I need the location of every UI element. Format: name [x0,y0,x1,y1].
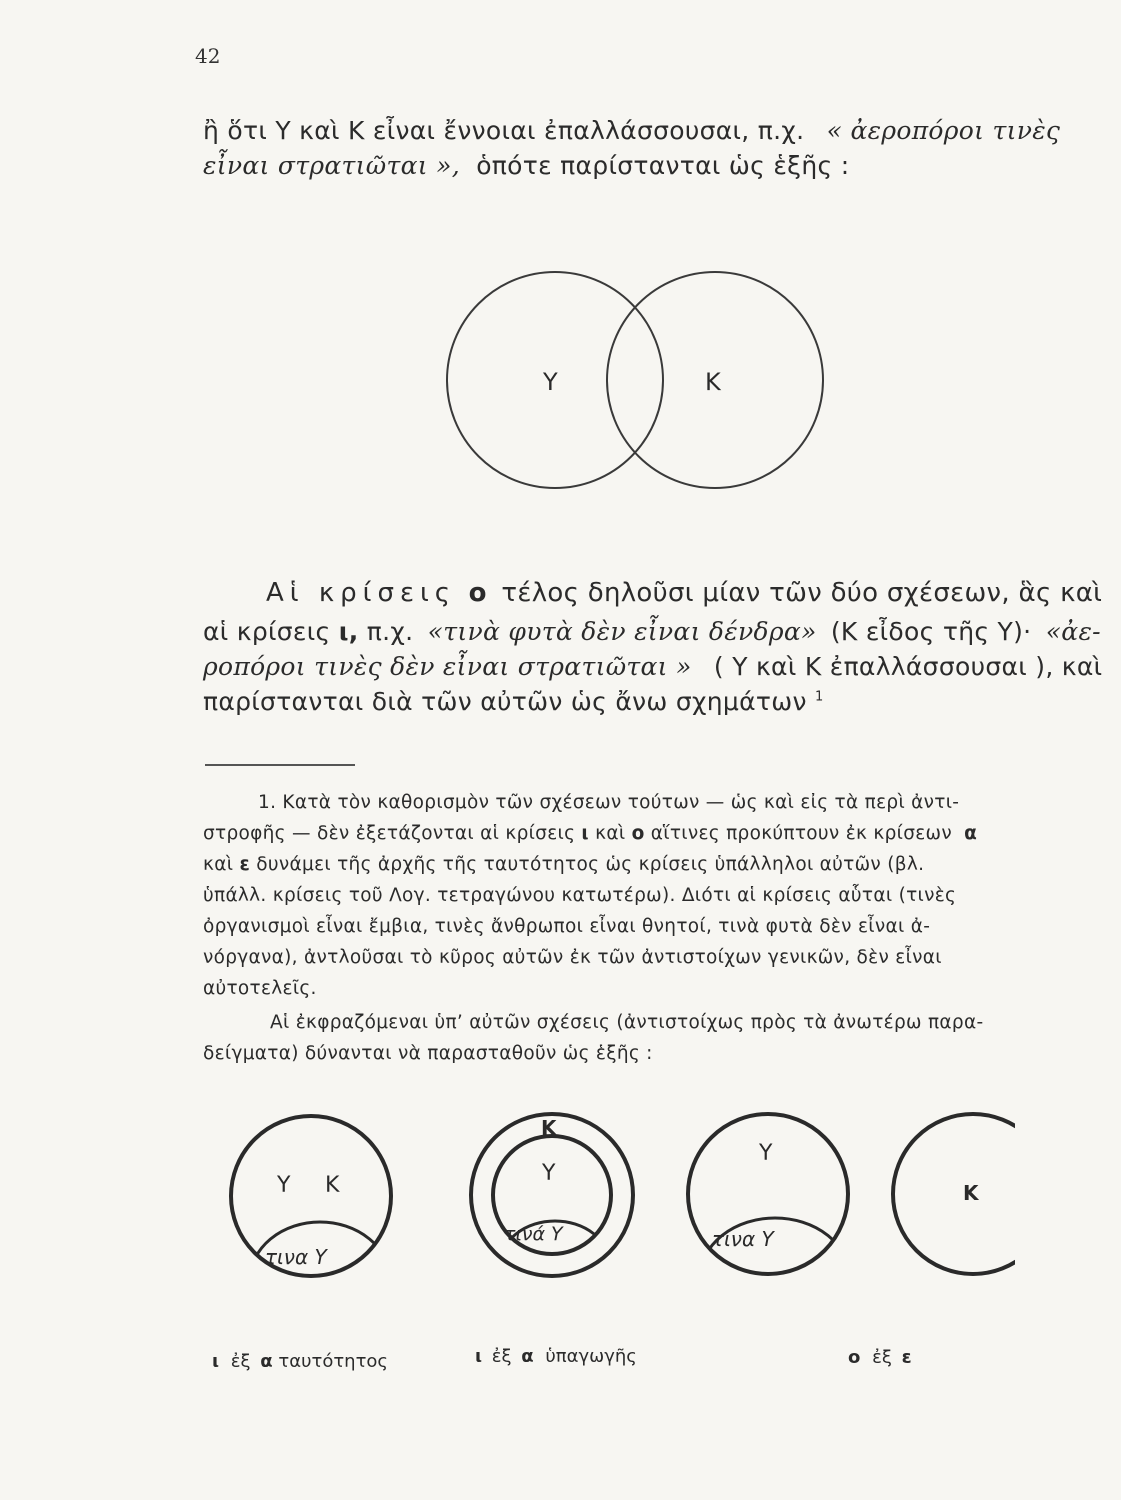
segment-label: τινα Υ [265,1245,327,1269]
letter-a: α [521,1346,534,1367]
text-run: ἐξ [230,1351,251,1372]
paragraph-1-line-2 [203,151,850,180]
letter-o: ο [631,823,645,844]
label-y: Υ [277,1173,291,1198]
footnote-line-1: 1. Κατὰ τὸν καθορισμὸν τῶν σχέσεων τούτων — ὡς καὶ εἰς τὰ περὶ ἀντι- [258,792,960,813]
paragraph-1-line-1 [203,116,1060,145]
diagram-exclusion [893,1114,1015,1274]
text-run: (Κ εἶδος τῆς Υ)· [830,617,1032,646]
label-k: Κ [963,1181,979,1205]
label-y: Υ [759,1141,773,1166]
footnote-line-4: ὑπάλλ. κρίσεις τοῦ Λογ. τετραγώνου κατωτέρω). Διότι αἱ κρίσεις αὗται (τινὲς [203,885,957,906]
text-run: ὑπαγωγῆς [545,1346,637,1367]
text-run: αἵτινες προκύπτουν ἐκ κρίσεων [650,823,952,844]
letter-i: ι [475,1346,483,1367]
footnote-rule [205,764,355,766]
caption-3 [848,1347,912,1368]
footnote-line-9: δείγματα) δύνανται νὰ παρασταθοῦν ὡς ἑξῆς : [203,1043,653,1064]
segment-arc [250,1222,390,1320]
text-run: ( Υ καὶ Κ ἐπαλλάσσουσαι ), καὶ [713,652,1103,681]
label-y: Υ [542,1161,556,1186]
footnote-line-2 [203,823,977,844]
footnote-line-8: Αἱ ἐκφραζόμεναι ὑπ’ αὐτῶν σχέσεις (ἀντιστοίχως πρὸς τὰ ἀνωτέρω παρα- [270,1012,984,1033]
paragraph-2-line-1 [266,578,1102,608]
text-run: ἐξ [491,1346,512,1367]
text-run: Αἱ κρίσεις [266,578,457,608]
text-run: ἐξ [872,1347,892,1368]
diagram-subsumption-2 [688,1114,850,1320]
label-k: Κ [325,1173,340,1198]
text-run: τέλος δηλοῦσι μίαν τῶν δύο σχέσεων, ἃς καὶ [501,578,1103,608]
text-run: καὶ [203,854,234,875]
quote-run: ροπόροι τινὲς δὲν εἶναι στρατιῶται » [203,652,692,681]
letter-i: ι [212,1351,220,1372]
letter-e: ε [239,854,251,875]
text-run: αἱ κρίσεις [203,617,331,646]
paragraph-2-line-2 [203,617,1101,646]
text-run: στροφῆς — δὲν ἐξετάζονται αἱ κρίσεις [203,823,576,844]
letter-e: ε [901,1347,912,1368]
quote-run: εἶναι στρατιῶται », [203,151,460,180]
outer-circle [893,1114,1015,1274]
quote-run: «ἀε- [1045,617,1101,646]
diagram-identity [231,1116,391,1320]
text-run: παρίστανται διὰ τῶν αὐτῶν ὡς ἄνω σχημάτων [203,687,807,716]
letter-i: ι, [338,617,359,646]
caption-2 [475,1346,637,1367]
quote-run: «τινὰ φυτὰ δὲν εἶναι δένδρα» [427,617,817,646]
page-number: 42 [195,44,221,68]
venn-diagram-overlap [430,260,850,510]
text-run: π.χ. [366,617,414,646]
footnote-line-7: αὐτοτελεῖς. [203,978,317,999]
label-y: Υ [543,368,558,396]
caption-1 [212,1351,388,1372]
paragraph-2-line-4 [203,687,824,716]
letter-o: ο [468,578,487,608]
letter-a: α [964,823,978,844]
letter-i: ι [581,823,589,844]
text-run: ταυτότητος [278,1351,389,1372]
letter-o: ο [848,1347,861,1368]
paragraph-2-line-3 [203,652,1102,681]
text-run: ἢ ὅτι Υ καὶ Κ εἶναι ἔννοιαι ἐπαλλάσσουσαι, π.χ. [203,116,805,145]
text-run: δυνάμει τῆς ἀρχῆς τῆς ταυτότητος ὡς κρίσεις ὑπάλληλοι αὐτῶν (βλ. [256,854,925,875]
text-run: καὶ [595,823,626,844]
quote-run: « ἀεροπόροι τινὲς [826,116,1061,145]
label-k: Κ [705,368,721,396]
letter-a: α [260,1351,273,1372]
segment-label: τινά Υ [504,1223,563,1245]
diagram-subsumption [471,1114,633,1309]
footnote-marker: 1 [814,689,824,705]
label-k: Κ [541,1116,557,1140]
footnote-line-6: νόργανα), ἀντλοῦσαι τὸ κῦρος αὐτῶν ἐκ τῶν ἀντιστοίχων γενικῶν, δὲν εἶναι [203,947,942,968]
text-run: ὁπότε παρίστανται ὡς ἑξῆς : [476,151,850,180]
footnote-line-5: ὀργανισμοὶ εἶναι ἔμβια, τινὲς ἄνθρωποι εἶναι θνητοί, τινὰ φυτὰ δὲν εἶναι ἀ- [203,916,931,937]
bottom-diagrams [215,1100,1015,1320]
segment-label: τινα Υ [712,1227,774,1251]
footnote-line-3 [203,854,924,875]
